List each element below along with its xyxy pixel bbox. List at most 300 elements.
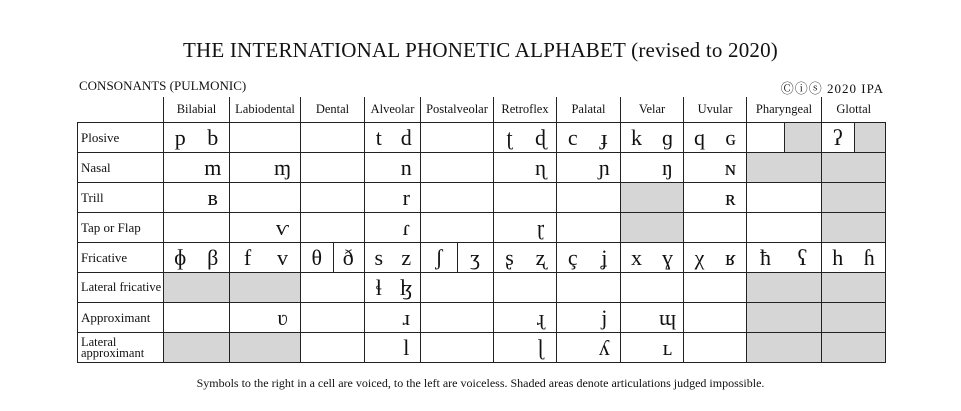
voiceless-symbol [230, 213, 265, 242]
voiceless-symbol [747, 333, 784, 362]
voiceless-symbol: t [375, 124, 382, 150]
voiceless-symbol [494, 153, 525, 182]
symbol-cell [164, 243, 230, 273]
voiced-symbol: ʀ [725, 184, 736, 210]
voiceless-symbol [230, 123, 265, 152]
symbol-cell [621, 273, 684, 303]
symbol-cell [494, 183, 557, 213]
cell-divider [854, 123, 855, 152]
voiceless-symbol [230, 333, 265, 362]
symbol-cell [684, 153, 747, 183]
symbol-cell [301, 243, 365, 273]
voiceless-symbol [621, 183, 652, 212]
voiced-symbol [525, 183, 556, 212]
voiced-symbol: ɟ [600, 124, 608, 150]
voiced-symbol [457, 273, 493, 302]
voiced-symbol: ð [342, 244, 354, 270]
voiced-symbol [265, 273, 300, 302]
voiced-symbol [457, 183, 493, 212]
voiced-symbol: ʕ [797, 244, 808, 270]
column-header: Dental [301, 97, 365, 123]
symbol-cell [747, 243, 822, 273]
voiced-symbol [784, 273, 821, 302]
symbol-cell [301, 153, 365, 183]
voiceless-symbol [621, 153, 652, 182]
voiced-symbol: ʎ [598, 334, 610, 360]
voiceless-symbol [421, 183, 457, 212]
voiceless-symbol [684, 273, 715, 302]
voiced-symbol [715, 303, 746, 332]
voiceless-symbol [301, 213, 333, 242]
voiceless-symbol [822, 153, 854, 182]
voiceless-symbol [557, 183, 589, 212]
voiced-symbol [333, 273, 365, 302]
voiceless-symbol: θ [311, 244, 323, 270]
voiced-symbol [652, 213, 683, 242]
column-header: Alveolar [365, 97, 421, 123]
voiceless-symbol: ʃ [435, 244, 443, 270]
voiceless-symbol [621, 273, 652, 302]
symbol-cell [684, 213, 747, 243]
row-label: Nasal [78, 153, 164, 183]
voiceless-symbol [822, 303, 854, 332]
voiced-symbol: d [400, 124, 412, 150]
symbol-cell [621, 243, 684, 273]
symbol-cell [557, 213, 621, 243]
symbol-cell [164, 273, 230, 303]
voiceless-symbol [747, 303, 784, 332]
voiceless-symbol [230, 273, 265, 302]
section-heading: CONSONANTS (PULMONIC) [79, 78, 247, 93]
voiced-symbol [715, 333, 746, 362]
symbol-cell [301, 123, 365, 153]
row-label: Tap or Flap [78, 213, 164, 243]
consonant-chart [77, 97, 886, 363]
chart-row [78, 153, 886, 183]
chart-row [78, 303, 886, 333]
column-header: Bilabial [164, 97, 230, 123]
symbol-cell [494, 123, 557, 153]
voiced-symbol [457, 333, 493, 362]
column-header: Velar [621, 97, 684, 123]
symbol-cell [421, 333, 494, 363]
symbol-cell [557, 303, 621, 333]
symbol-cell [164, 183, 230, 213]
voiceless-symbol [301, 333, 333, 362]
voiceless-symbol [822, 333, 854, 362]
cell-divider [333, 243, 334, 272]
voiced-symbol [784, 303, 821, 332]
symbol-cell [494, 213, 557, 243]
symbol-cell [494, 333, 557, 363]
voiced-symbol: ɱ [273, 154, 292, 180]
voiced-symbol [589, 213, 621, 242]
symbol-cell [684, 333, 747, 363]
voiced-symbol: ɮ [399, 274, 413, 300]
symbol-cell [822, 153, 886, 183]
voiceless-symbol: q [694, 124, 705, 150]
voiceless-symbol [301, 183, 333, 212]
voiced-symbol [333, 153, 365, 182]
symbol-cell [230, 243, 301, 273]
license-notice: Ⓒⓘⓢ 2020 IPA [780, 81, 884, 96]
voiceless-symbol [822, 273, 854, 302]
row-label: Plosive [78, 123, 164, 153]
symbol-cell [557, 243, 621, 273]
voiceless-symbol [684, 213, 715, 242]
voiceless-symbol [365, 303, 393, 332]
symbol-cell [164, 153, 230, 183]
symbol-cell [747, 183, 822, 213]
symbol-cell [494, 153, 557, 183]
voiceless-symbol: k [631, 124, 642, 150]
voiceless-symbol [164, 273, 197, 302]
symbol-cell [301, 183, 365, 213]
symbol-cell [365, 183, 421, 213]
symbol-cell [822, 213, 886, 243]
voiceless-symbol: ɬ [375, 274, 382, 300]
symbol-cell [164, 303, 230, 333]
voiceless-symbol [557, 153, 589, 182]
symbol-cell [164, 123, 230, 153]
voiced-symbol: l [403, 334, 410, 360]
voiceless-symbol [684, 183, 715, 212]
symbol-cell [421, 213, 494, 243]
voiceless-symbol [494, 183, 525, 212]
voiceless-symbol [365, 333, 393, 362]
voiced-symbol: z [401, 244, 412, 270]
voiceless-symbol [747, 273, 784, 302]
column-header: Palatal [557, 97, 621, 123]
voiced-symbol: ɖ [535, 124, 546, 150]
voiceless-symbol [557, 303, 589, 332]
voiceless-symbol [164, 183, 197, 212]
voiceless-symbol [557, 213, 589, 242]
voiced-symbol: ʟ [662, 334, 673, 360]
symbol-cell [421, 153, 494, 183]
voiced-symbol [333, 123, 365, 152]
symbol-cell [230, 153, 301, 183]
cell-divider [784, 123, 785, 152]
symbol-cell [822, 333, 886, 363]
symbol-cell [494, 303, 557, 333]
symbol-cell [230, 273, 301, 303]
chart-row [78, 123, 886, 153]
voiced-symbol: ʙ [207, 184, 218, 210]
row-label: Fricative [78, 243, 164, 273]
voiced-symbol: ŋ [662, 154, 673, 180]
voiceless-symbol [164, 333, 197, 362]
symbol-cell [557, 333, 621, 363]
voiceless-symbol [421, 333, 457, 362]
page-title: THE INTERNATIONAL PHONETIC ALPHABET (revised to 2020) [182, 38, 779, 62]
voiced-symbol [784, 183, 821, 212]
voiced-symbol: ɲ [598, 154, 610, 180]
voiced-symbol [197, 333, 230, 362]
voiceless-symbol [747, 213, 784, 242]
voiceless-symbol [230, 153, 265, 182]
voiced-symbol [652, 183, 683, 212]
voiceless-symbol [301, 303, 333, 332]
voiced-symbol [457, 123, 493, 152]
chart-row [78, 213, 886, 243]
voiceless-symbol [301, 123, 333, 152]
symbol-cell [421, 273, 494, 303]
symbol-cell [421, 303, 494, 333]
voiced-symbol: r [402, 184, 410, 210]
symbol-cell [164, 333, 230, 363]
symbol-cell [230, 303, 301, 333]
symbol-cell [822, 123, 886, 153]
voiced-symbol: ɰ [658, 304, 677, 330]
voiceless-symbol [365, 153, 393, 182]
symbol-cell [494, 243, 557, 273]
voiceless-symbol [230, 303, 265, 332]
voiceless-symbol [164, 303, 197, 332]
symbol-cell [421, 123, 494, 153]
voiced-symbol: b [207, 124, 219, 150]
voiceless-symbol [822, 213, 854, 242]
voiceless-symbol [684, 303, 715, 332]
voiceless-symbol [494, 303, 525, 332]
voiced-symbol: ʒ [470, 244, 480, 270]
column-header: Retroflex [494, 97, 557, 123]
cell-divider [457, 243, 458, 272]
symbol-cell [747, 123, 822, 153]
symbol-cell [747, 153, 822, 183]
voiced-symbol [652, 273, 683, 302]
symbol-cell [822, 243, 886, 273]
symbol-cell [557, 183, 621, 213]
voiced-symbol [784, 213, 821, 242]
voiceless-symbol [421, 303, 457, 332]
voiceless-symbol [164, 153, 197, 182]
chart-row [78, 183, 886, 213]
voiceless-symbol: p [174, 124, 186, 150]
voiceless-symbol [621, 213, 652, 242]
voiced-symbol [265, 123, 300, 152]
voiced-symbol: ʝ [601, 244, 608, 270]
voiceless-symbol [301, 153, 333, 182]
voiceless-symbol: ʔ [832, 124, 843, 150]
symbol-cell [822, 303, 886, 333]
voiceless-symbol: f [243, 244, 252, 270]
voiced-symbol [854, 303, 886, 332]
voiced-symbol: ɡ [662, 124, 673, 150]
symbol-cell [301, 333, 365, 363]
symbol-cell [684, 243, 747, 273]
voiced-symbol [457, 303, 493, 332]
voiced-symbol [715, 213, 746, 242]
voiced-symbol [333, 183, 365, 212]
voiceless-symbol [421, 153, 457, 182]
voiceless-symbol: x [631, 244, 642, 270]
symbol-cell [557, 273, 621, 303]
symbol-cell [621, 183, 684, 213]
symbol-cell [230, 183, 301, 213]
voiced-symbol [197, 213, 230, 242]
voiced-symbol [784, 123, 821, 152]
column-header: Pharyngeal [747, 97, 822, 123]
footnote: Symbols to the right in a cell are voiced, to the left are voiceless. Shaded areas denote articulations judged impossible. [196, 376, 765, 390]
voiced-symbol: ɣ [662, 244, 673, 270]
voiced-symbol: n [400, 154, 412, 180]
voiceless-symbol [621, 303, 652, 332]
voiceless-symbol [494, 273, 525, 302]
voiceless-symbol [557, 273, 589, 302]
voiceless-symbol: ɸ [174, 244, 187, 270]
voiceless-symbol [747, 183, 784, 212]
voiceless-symbol: ħ [760, 244, 771, 270]
voiceless-symbol: ʈ [506, 124, 513, 150]
voiced-symbol [525, 273, 556, 302]
voiced-symbol [265, 183, 300, 212]
voiceless-symbol [421, 213, 457, 242]
row-label: Trill [78, 183, 164, 213]
symbol-cell [747, 273, 822, 303]
symbol-cell [301, 303, 365, 333]
row-label: Lateral approximant [78, 333, 164, 363]
chart-row [78, 243, 886, 273]
voiced-symbol [854, 273, 886, 302]
voiced-symbol [854, 153, 886, 182]
voiced-symbol: v [277, 244, 288, 270]
voiced-symbol [197, 273, 230, 302]
symbol-cell [494, 273, 557, 303]
symbol-cell [684, 273, 747, 303]
voiceless-symbol [421, 123, 457, 152]
voiced-symbol [784, 153, 821, 182]
voiced-symbol [854, 123, 886, 152]
symbol-cell [365, 153, 421, 183]
voiced-symbol: ɻ [536, 304, 545, 330]
voiced-symbol: ɽ [536, 214, 545, 240]
symbol-cell [747, 333, 822, 363]
voiced-symbol: ɴ [725, 154, 736, 180]
symbol-cell [365, 213, 421, 243]
column-header: Postalveolar [421, 97, 494, 123]
voiced-symbol [589, 273, 621, 302]
voiced-symbol [333, 213, 365, 242]
column-header: Uvular [684, 97, 747, 123]
symbol-cell [557, 153, 621, 183]
voiced-symbol [715, 273, 746, 302]
column-header: Labiodental [230, 97, 301, 123]
symbol-cell [822, 183, 886, 213]
voiceless-symbol: s [374, 244, 384, 270]
voiceless-symbol: ʂ [505, 244, 514, 270]
voiced-symbol: ɭ [537, 334, 544, 360]
voiceless-symbol [822, 183, 854, 212]
voiced-symbol [457, 213, 493, 242]
symbol-cell [365, 333, 421, 363]
column-header: Glottal [822, 97, 886, 123]
header-corner [78, 97, 164, 123]
voiced-symbol [854, 333, 886, 362]
symbol-cell [621, 153, 684, 183]
voiceless-symbol: c [567, 124, 578, 150]
symbol-cell [684, 183, 747, 213]
voiced-symbol: ɹ [402, 304, 410, 330]
symbol-cell [621, 333, 684, 363]
voiceless-symbol [494, 333, 525, 362]
voiced-symbol: j [601, 304, 608, 330]
voiceless-symbol [747, 123, 784, 152]
voiceless-symbol [621, 333, 652, 362]
voiced-symbol: ɳ [535, 154, 546, 180]
voiceless-symbol [365, 213, 393, 242]
voiceless-symbol: χ [694, 244, 705, 270]
voiceless-symbol: ç [567, 244, 578, 270]
chart-row [78, 333, 886, 363]
symbol-cell [822, 273, 886, 303]
voiceless-symbol [230, 183, 265, 212]
chart-row [78, 273, 886, 303]
symbol-cell [164, 213, 230, 243]
symbol-cell [557, 123, 621, 153]
voiceless-symbol [747, 153, 784, 182]
symbol-cell [365, 273, 421, 303]
symbol-cell [421, 243, 494, 273]
voiced-symbol: β [207, 244, 219, 270]
voiceless-symbol [684, 333, 715, 362]
voiced-symbol: ʋ [277, 304, 288, 330]
voiceless-symbol [164, 213, 197, 242]
voiceless-symbol [557, 333, 589, 362]
symbol-cell [365, 243, 421, 273]
voiced-symbol [784, 333, 821, 362]
symbol-cell [301, 213, 365, 243]
voiced-symbol: ʐ [535, 244, 546, 270]
symbol-cell [747, 303, 822, 333]
symbol-cell [621, 303, 684, 333]
symbol-cell [365, 123, 421, 153]
voiceless-symbol: h [832, 244, 844, 270]
column-header-row [78, 97, 886, 123]
voiced-symbol [589, 183, 621, 212]
voiced-symbol: ɦ [863, 244, 875, 270]
voiced-symbol [854, 213, 886, 242]
voiceless-symbol [301, 273, 333, 302]
voiceless-symbol [494, 213, 525, 242]
symbol-cell [365, 303, 421, 333]
symbol-cell [747, 213, 822, 243]
symbol-cell [230, 213, 301, 243]
voiced-symbol [265, 333, 300, 362]
voiced-symbol [333, 303, 365, 332]
symbol-cell [684, 303, 747, 333]
voiced-symbol: ⱱ [275, 214, 290, 240]
symbol-cell [621, 123, 684, 153]
symbol-cell [421, 183, 494, 213]
voiced-symbol: m [204, 154, 222, 180]
voiceless-symbol [365, 183, 393, 212]
voiceless-symbol [684, 153, 715, 182]
voiced-symbol [457, 153, 493, 182]
voiced-symbol [197, 303, 230, 332]
voiceless-symbol [421, 273, 457, 302]
row-label: Lateral fricative [78, 273, 164, 303]
voiced-symbol: ɢ [725, 124, 736, 150]
voiced-symbol: ʁ [725, 244, 736, 270]
row-label: Approximant [78, 303, 164, 333]
symbol-cell [230, 123, 301, 153]
symbol-cell [230, 333, 301, 363]
voiced-symbol [333, 333, 365, 362]
symbol-cell [621, 213, 684, 243]
symbol-cell [301, 273, 365, 303]
symbol-cell [684, 123, 747, 153]
